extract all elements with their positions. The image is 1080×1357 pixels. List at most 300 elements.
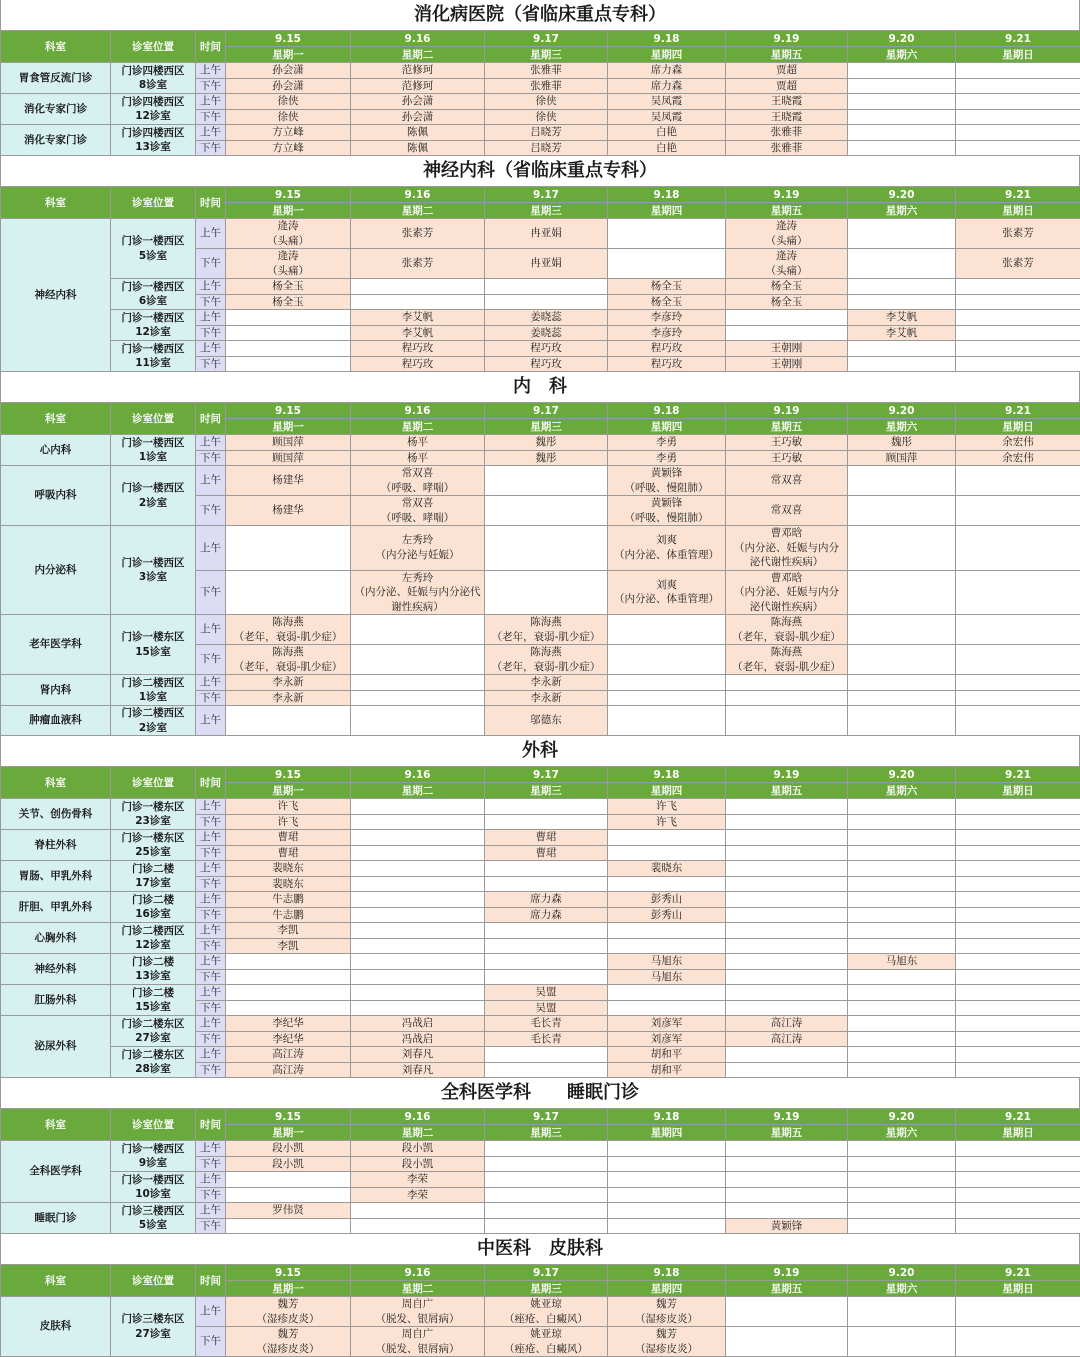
empty-cell xyxy=(956,356,1080,372)
table-row xyxy=(1,526,1080,571)
header-dept: 科室 xyxy=(1,31,111,63)
empty-cell xyxy=(726,892,848,908)
doctor-cell: 左秀玲 （内分泌、妊娠与内分泌代 谢性疾病） xyxy=(351,570,485,615)
doctor-cell: 陈海燕 （老年，衰弱-肌少症） xyxy=(226,615,351,645)
empty-cell xyxy=(956,690,1080,706)
doctor-cell: 刘彦军 xyxy=(608,1031,726,1047)
empty-cell xyxy=(608,985,726,1001)
empty-cell xyxy=(726,1156,848,1172)
doctor-cell: 高江涛 xyxy=(226,1047,351,1063)
doctor-cell: 周自广 （脱发、银屑病） xyxy=(351,1327,485,1357)
empty-cell xyxy=(608,1218,726,1234)
doctor-cell: 李艾帆 xyxy=(351,325,485,341)
date-cell: 9.16 xyxy=(351,187,485,203)
time-cell: 上午 xyxy=(196,706,226,736)
weekday-cell: 星期三 xyxy=(485,203,608,219)
doctor-cell: 张雅菲 xyxy=(485,63,608,79)
empty-cell xyxy=(956,969,1080,985)
empty-cell xyxy=(351,845,485,861)
weekday-cell: 星期日 xyxy=(956,783,1080,799)
doctor-cell: 席力森 xyxy=(485,892,608,908)
empty-cell xyxy=(848,570,956,615)
doctor-cell: 方立峰 xyxy=(226,140,351,156)
empty-cell xyxy=(726,1203,848,1219)
empty-cell xyxy=(956,923,1080,939)
empty-cell xyxy=(226,1187,351,1203)
table-row xyxy=(1,1172,1080,1188)
date-cell: 9.17 xyxy=(485,1109,608,1125)
department-cell: 心内科 xyxy=(1,435,111,466)
empty-cell xyxy=(956,907,1080,923)
empty-cell xyxy=(485,1187,608,1203)
doctor-cell: 程巧玫 xyxy=(608,356,726,372)
doctor-cell: 刘彦军 xyxy=(608,1016,726,1032)
time-cell: 下午 xyxy=(196,109,226,125)
schedule-table xyxy=(0,30,1080,156)
doctor-cell: 李永新 xyxy=(226,675,351,691)
empty-cell xyxy=(485,1172,608,1188)
header-dept: 科室 xyxy=(1,403,111,435)
department-cell: 内分泌科 xyxy=(1,526,111,615)
weekday-cell: 星期一 xyxy=(226,1125,351,1141)
time-cell: 下午 xyxy=(196,356,226,372)
doctor-cell: 陈佩 xyxy=(351,140,485,156)
doctor-cell: 曹邓晗 （内分泌、妊娠与内分 泌代谢性疾病） xyxy=(726,570,848,615)
doctor-cell: 徐侠 xyxy=(226,94,351,110)
empty-cell xyxy=(848,78,956,94)
empty-cell xyxy=(485,1141,608,1157)
empty-cell xyxy=(351,615,485,645)
time-cell: 下午 xyxy=(196,1187,226,1203)
empty-cell xyxy=(726,675,848,691)
empty-cell xyxy=(848,125,956,141)
doctor-cell: 段小凯 xyxy=(351,1156,485,1172)
table-row xyxy=(1,985,1080,1001)
empty-cell xyxy=(726,985,848,1001)
department-cell: 老年医学科 xyxy=(1,615,111,675)
empty-cell xyxy=(726,845,848,861)
empty-cell xyxy=(848,341,956,357)
doctor-cell: 李荣 xyxy=(351,1172,485,1188)
empty-cell xyxy=(351,814,485,830)
empty-cell xyxy=(848,1187,956,1203)
doctor-cell: 吴盟 xyxy=(485,1000,608,1016)
doctor-cell: 杨建华 xyxy=(226,466,351,496)
section-title: 神经内科（省临床重点专科） xyxy=(0,156,1080,186)
time-cell: 上午 xyxy=(196,892,226,908)
location-cell: 门诊二楼 13诊室 xyxy=(111,954,196,985)
doctor-cell: 张雅菲 xyxy=(726,125,848,141)
empty-cell xyxy=(848,1218,956,1234)
table-row xyxy=(1,861,1080,877)
weekday-cell: 星期日 xyxy=(956,1281,1080,1297)
date-cell: 9.15 xyxy=(226,767,351,783)
doctor-cell: 李艾帆 xyxy=(848,325,956,341)
date-cell: 9.15 xyxy=(226,1109,351,1125)
empty-cell xyxy=(848,876,956,892)
time-cell: 上午 xyxy=(196,799,226,815)
department-cell: 睡眠门诊 xyxy=(1,1203,111,1234)
weekday-cell: 星期二 xyxy=(351,783,485,799)
department-cell: 泌尿外科 xyxy=(1,1016,111,1078)
empty-cell xyxy=(956,78,1080,94)
table-row xyxy=(1,310,1080,326)
header-time: 时间 xyxy=(196,187,226,219)
empty-cell xyxy=(848,799,956,815)
doctor-cell: 魏芳 （湿疹皮炎） xyxy=(226,1327,351,1357)
doctor-cell: 孙会潇 xyxy=(351,109,485,125)
date-cell: 9.17 xyxy=(485,187,608,203)
doctor-cell: 魏彤 xyxy=(485,435,608,451)
empty-cell xyxy=(848,1062,956,1078)
location-cell: 门诊一楼西区 12诊室 xyxy=(111,310,196,341)
location-cell: 门诊四楼西区 8诊室 xyxy=(111,63,196,94)
weekday-cell: 星期四 xyxy=(608,783,726,799)
location-cell: 门诊三楼东区 27诊室 xyxy=(111,1297,196,1357)
doctor-cell: 曹珺 xyxy=(226,830,351,846)
doctor-cell: 邬德东 xyxy=(485,706,608,736)
doctor-cell: 高江涛 xyxy=(726,1031,848,1047)
weekday-cell: 星期五 xyxy=(726,1125,848,1141)
empty-cell xyxy=(608,219,726,249)
empty-cell xyxy=(726,1141,848,1157)
table-row xyxy=(1,94,1080,110)
doctor-cell: 徐侠 xyxy=(485,94,608,110)
doctor-cell: 毛长青 xyxy=(485,1016,608,1032)
doctor-cell: 李纪华 xyxy=(226,1031,351,1047)
empty-cell xyxy=(848,466,956,496)
time-cell: 下午 xyxy=(196,969,226,985)
department-cell: 肛肠外科 xyxy=(1,985,111,1016)
empty-cell xyxy=(848,1016,956,1032)
time-cell: 上午 xyxy=(196,341,226,357)
doctor-cell: 刘爽 （内分泌、体重管理） xyxy=(608,570,726,615)
empty-cell xyxy=(956,675,1080,691)
empty-cell xyxy=(848,938,956,954)
table-row xyxy=(1,954,1080,970)
empty-cell xyxy=(726,690,848,706)
doctor-cell: 王朝刚 xyxy=(726,356,848,372)
doctor-cell: 陈海燕 （老年，衰弱-肌少症） xyxy=(485,615,608,645)
doctor-cell: 程巧玫 xyxy=(485,356,608,372)
empty-cell xyxy=(351,645,485,675)
department-cell: 心胸外科 xyxy=(1,923,111,954)
date-cell: 9.19 xyxy=(726,1109,848,1125)
header-time: 时间 xyxy=(196,1265,226,1297)
time-cell: 下午 xyxy=(196,814,226,830)
empty-cell xyxy=(956,1000,1080,1016)
doctor-cell: 吕晓芳 xyxy=(485,140,608,156)
empty-cell xyxy=(848,1031,956,1047)
doctor-cell: 范修珂 xyxy=(351,78,485,94)
doctor-cell: 杨建华 xyxy=(226,496,351,526)
date-cell: 9.21 xyxy=(956,767,1080,783)
empty-cell xyxy=(848,219,956,249)
time-cell: 下午 xyxy=(196,690,226,706)
empty-cell xyxy=(956,466,1080,496)
time-cell: 上午 xyxy=(196,466,226,496)
doctor-cell: 李彦玲 xyxy=(608,325,726,341)
doctor-cell: 高江涛 xyxy=(726,1016,848,1032)
doctor-cell: 曹珺 xyxy=(226,845,351,861)
location-cell: 门诊二楼西区 2诊室 xyxy=(111,706,196,736)
doctor-cell: 陈海燕 （老年，衰弱-肌少症） xyxy=(485,645,608,675)
empty-cell xyxy=(848,907,956,923)
doctor-cell: 黄颖锋 （呼吸、慢阻肺） xyxy=(608,496,726,526)
doctor-cell: 刘春凡 xyxy=(351,1047,485,1063)
table-row xyxy=(1,1297,1080,1327)
empty-cell xyxy=(226,1218,351,1234)
doctor-cell: 彭秀山 xyxy=(608,907,726,923)
location-cell: 门诊二楼东区 27诊室 xyxy=(111,1016,196,1047)
time-cell: 上午 xyxy=(196,861,226,877)
table-row xyxy=(1,279,1080,295)
weekday-cell: 星期日 xyxy=(956,203,1080,219)
empty-cell xyxy=(226,954,351,970)
weekday-cell: 星期一 xyxy=(226,203,351,219)
location-cell: 门诊二楼 16诊室 xyxy=(111,892,196,923)
empty-cell xyxy=(608,1000,726,1016)
doctor-cell: 王晓霞 xyxy=(726,94,848,110)
empty-cell xyxy=(726,1047,848,1063)
empty-cell xyxy=(956,1062,1080,1078)
doctor-cell: 张素芳 xyxy=(956,249,1080,279)
doctor-cell: 冯战启 xyxy=(351,1016,485,1032)
empty-cell xyxy=(726,876,848,892)
empty-cell xyxy=(848,279,956,295)
date-cell: 9.17 xyxy=(485,31,608,47)
doctor-cell: 徐侠 xyxy=(485,109,608,125)
empty-cell xyxy=(608,923,726,939)
time-cell: 上午 xyxy=(196,1141,226,1157)
time-cell: 上午 xyxy=(196,310,226,326)
empty-cell xyxy=(848,1000,956,1016)
time-cell: 上午 xyxy=(196,675,226,691)
empty-cell xyxy=(485,1047,608,1063)
empty-cell xyxy=(726,706,848,736)
doctor-cell: 程巧玫 xyxy=(485,341,608,357)
empty-cell xyxy=(608,1172,726,1188)
empty-cell xyxy=(351,799,485,815)
header-location: 诊室位置 xyxy=(111,31,196,63)
doctor-cell: 李勇 xyxy=(608,450,726,466)
date-cell: 9.21 xyxy=(956,1109,1080,1125)
department-cell: 神经外科 xyxy=(1,954,111,985)
time-cell: 上午 xyxy=(196,125,226,141)
empty-cell xyxy=(848,675,956,691)
doctor-cell: 孙会潇 xyxy=(351,94,485,110)
time-cell: 下午 xyxy=(196,938,226,954)
empty-cell xyxy=(848,690,956,706)
date-cell: 9.21 xyxy=(956,187,1080,203)
weekday-cell: 星期五 xyxy=(726,1281,848,1297)
date-cell: 9.15 xyxy=(226,31,351,47)
table-row xyxy=(1,341,1080,357)
schedule-table xyxy=(0,186,1080,372)
header-location: 诊室位置 xyxy=(111,1109,196,1141)
empty-cell xyxy=(956,706,1080,736)
empty-cell xyxy=(956,341,1080,357)
weekday-cell: 星期一 xyxy=(226,1281,351,1297)
doctor-cell: 黄颖锋 xyxy=(726,1218,848,1234)
doctor-cell: 逄涛 （头痛） xyxy=(726,219,848,249)
empty-cell xyxy=(956,1031,1080,1047)
doctor-cell: 王巧敏 xyxy=(726,435,848,451)
location-cell: 门诊二楼西区 12诊室 xyxy=(111,923,196,954)
empty-cell xyxy=(608,690,726,706)
empty-cell xyxy=(956,1327,1080,1357)
doctor-cell: 张素芳 xyxy=(351,219,485,249)
empty-cell xyxy=(848,615,956,645)
section-title: 中医科 皮肤科 xyxy=(0,1234,1080,1264)
time-cell: 下午 xyxy=(196,645,226,675)
time-cell: 下午 xyxy=(196,78,226,94)
location-cell: 门诊三楼西区 5诊室 xyxy=(111,1203,196,1234)
doctor-cell: 程巧玫 xyxy=(608,341,726,357)
doctor-cell: 彭秀山 xyxy=(608,892,726,908)
doctor-cell: 李纪华 xyxy=(226,1016,351,1032)
date-cell: 9.20 xyxy=(848,31,956,47)
empty-cell xyxy=(726,954,848,970)
doctor-cell: 许飞 xyxy=(226,799,351,815)
doctor-cell: 魏彤 xyxy=(485,450,608,466)
doctor-cell: 王晓霞 xyxy=(726,109,848,125)
empty-cell xyxy=(956,892,1080,908)
empty-cell xyxy=(956,1172,1080,1188)
time-cell: 上午 xyxy=(196,1172,226,1188)
header-time: 时间 xyxy=(196,31,226,63)
doctor-cell: 顾国萍 xyxy=(226,435,351,451)
doctor-cell: 魏彤 xyxy=(848,435,956,451)
location-cell: 门诊四楼西区 13诊室 xyxy=(111,125,196,156)
date-cell: 9.18 xyxy=(608,1265,726,1281)
header-location: 诊室位置 xyxy=(111,767,196,799)
table-row xyxy=(1,1016,1080,1032)
doctor-cell: 牛志鹏 xyxy=(226,892,351,908)
doctor-cell: 曹珺 xyxy=(485,830,608,846)
header-time: 时间 xyxy=(196,767,226,799)
empty-cell xyxy=(956,140,1080,156)
doctor-cell: 杨全玉 xyxy=(226,294,351,310)
doctor-cell: 张素芳 xyxy=(351,249,485,279)
empty-cell xyxy=(956,938,1080,954)
empty-cell xyxy=(351,690,485,706)
table-row xyxy=(1,615,1080,645)
location-cell: 门诊二楼西区 1诊室 xyxy=(111,675,196,706)
doctor-cell: 毛长青 xyxy=(485,1031,608,1047)
doctor-cell: 姜晓蕊 xyxy=(485,310,608,326)
empty-cell xyxy=(226,969,351,985)
time-cell: 下午 xyxy=(196,140,226,156)
empty-cell xyxy=(485,466,608,496)
doctor-cell: 左秀玲 （内分泌与妊娠） xyxy=(351,526,485,571)
doctor-cell: 王巧敏 xyxy=(726,450,848,466)
date-cell: 9.19 xyxy=(726,403,848,419)
time-cell: 上午 xyxy=(196,435,226,451)
date-cell: 9.18 xyxy=(608,187,726,203)
empty-cell xyxy=(848,1172,956,1188)
date-cell: 9.15 xyxy=(226,1265,351,1281)
empty-cell xyxy=(956,799,1080,815)
section-title: 消化病医院（省临床重点专科） xyxy=(0,0,1080,30)
doctor-cell: 陈海燕 （老年，衰弱-肌少症） xyxy=(226,645,351,675)
empty-cell xyxy=(848,923,956,939)
date-cell: 9.20 xyxy=(848,767,956,783)
doctor-cell: 席力森 xyxy=(608,78,726,94)
time-cell: 下午 xyxy=(196,1327,226,1357)
doctor-cell: 马旭东 xyxy=(608,954,726,970)
date-cell: 9.18 xyxy=(608,31,726,47)
weekday-cell: 星期一 xyxy=(226,47,351,63)
empty-cell xyxy=(956,125,1080,141)
empty-cell xyxy=(485,954,608,970)
schedule-table xyxy=(0,766,1080,1078)
doctor-cell: 李荣 xyxy=(351,1187,485,1203)
doctor-cell: 马旭东 xyxy=(608,969,726,985)
doctor-cell: 逄涛 （头痛） xyxy=(726,249,848,279)
time-cell: 下午 xyxy=(196,1156,226,1172)
empty-cell xyxy=(608,1141,726,1157)
doctor-cell: 张素芳 xyxy=(956,219,1080,249)
department-cell: 胃肠、甲乳外科 xyxy=(1,861,111,892)
empty-cell xyxy=(351,279,485,295)
doctor-cell: 吴凤霞 xyxy=(608,94,726,110)
time-cell: 下午 xyxy=(196,249,226,279)
date-cell: 9.18 xyxy=(608,767,726,783)
doctor-cell: 贾超 xyxy=(726,63,848,79)
weekday-cell: 星期六 xyxy=(848,1125,956,1141)
date-cell: 9.17 xyxy=(485,403,608,419)
empty-cell xyxy=(226,341,351,357)
empty-cell xyxy=(956,94,1080,110)
weekday-cell: 星期三 xyxy=(485,1281,608,1297)
empty-cell xyxy=(848,814,956,830)
empty-cell xyxy=(956,1047,1080,1063)
location-cell: 门诊一楼西区 1诊室 xyxy=(111,435,196,466)
weekday-cell: 星期六 xyxy=(848,1281,956,1297)
department-cell: 皮肤科 xyxy=(1,1297,111,1357)
empty-cell xyxy=(608,938,726,954)
date-cell: 9.19 xyxy=(726,187,848,203)
empty-cell xyxy=(608,830,726,846)
empty-cell xyxy=(726,907,848,923)
weekday-cell: 星期三 xyxy=(485,419,608,435)
header-time: 时间 xyxy=(196,1109,226,1141)
empty-cell xyxy=(485,861,608,877)
empty-cell xyxy=(726,969,848,985)
empty-cell xyxy=(726,923,848,939)
weekday-cell: 星期六 xyxy=(848,419,956,435)
time-cell: 下午 xyxy=(196,1218,226,1234)
department-cell: 肿瘤血液科 xyxy=(1,706,111,736)
time-cell: 上午 xyxy=(196,615,226,645)
date-cell: 9.15 xyxy=(226,403,351,419)
doctor-cell: 冯战启 xyxy=(351,1031,485,1047)
empty-cell xyxy=(726,938,848,954)
doctor-cell: 胡和平 xyxy=(608,1047,726,1063)
department-cell: 消化专家门诊 xyxy=(1,125,111,156)
empty-cell xyxy=(351,1218,485,1234)
header-dept: 科室 xyxy=(1,767,111,799)
empty-cell xyxy=(956,845,1080,861)
doctor-cell: 孙会潇 xyxy=(226,63,351,79)
empty-cell xyxy=(848,63,956,79)
empty-cell xyxy=(956,615,1080,645)
time-cell: 上午 xyxy=(196,1047,226,1063)
table-row xyxy=(1,466,1080,496)
department-cell: 肝胆、甲乳外科 xyxy=(1,892,111,923)
empty-cell xyxy=(608,876,726,892)
